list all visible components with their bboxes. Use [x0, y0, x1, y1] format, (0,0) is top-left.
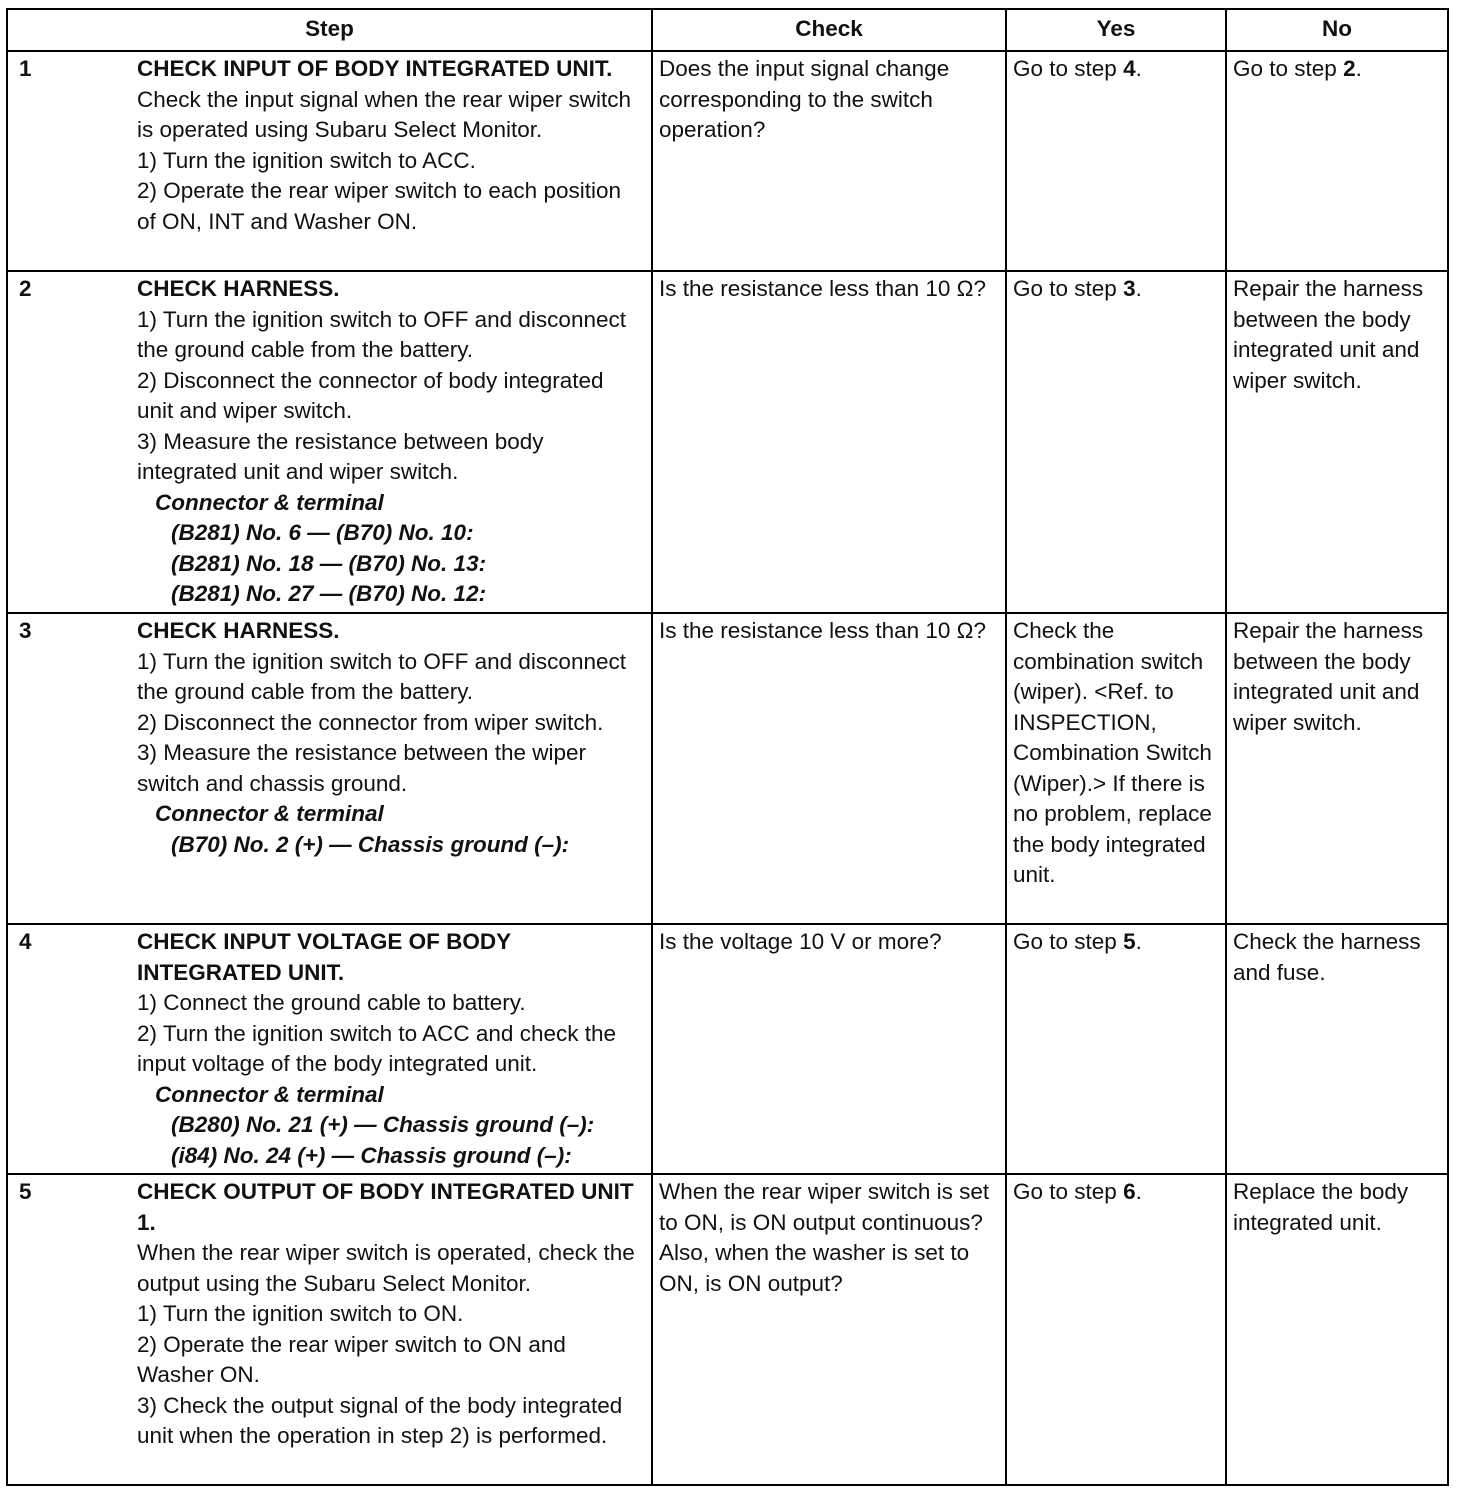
yes-cell: Check the combination switch (wiper). <Ref. to INSPECTION, Combination Switch (Wiper).> If there is no problem, replace the body integrated unit.	[1006, 613, 1226, 924]
no-cell: Replace the body integrated unit.	[1226, 1174, 1448, 1485]
check-cell: Is the voltage 10 V or more?	[652, 924, 1006, 1174]
step-item: 2) Operate the rear wiper switch to ON and Washer ON.	[137, 1331, 566, 1387]
step-item: 1) Turn the ignition switch to OFF and disconnect the ground cable from the battery.	[137, 648, 626, 704]
table-row	[7, 271, 1448, 613]
check-cell: When the rear wiper switch is set to ON, is ON output continuous? Also, when the washer is set to ON, is ON output?	[652, 1174, 1006, 1485]
no-cell	[1226, 51, 1448, 271]
no-cell: Check the harness and fuse.	[1226, 924, 1448, 1174]
yes-suffix: .	[1135, 276, 1142, 301]
no-prefix: Go to step	[1233, 56, 1344, 81]
step-number: 5	[19, 1179, 32, 1204]
yes-suffix: .	[1135, 929, 1142, 954]
header-step: Step	[7, 9, 652, 51]
check-cell: Is the resistance less than 10 Ω?	[652, 613, 1006, 924]
yes-cell	[1006, 51, 1226, 271]
step-item: 3) Measure the resistance between body integrated unit and wiper switch.	[137, 428, 544, 484]
step-item: 1) Turn the ignition switch to ON.	[137, 1301, 464, 1326]
connector-label: Connector & terminal	[155, 801, 384, 826]
step-item: 2) Turn the ignition switch to ACC and check the input voltage of the body integrated unit.	[137, 1020, 617, 1076]
step-number: 3	[19, 618, 32, 643]
yes-step-number: 4	[1123, 56, 1136, 81]
connector-label: Connector & terminal	[155, 489, 384, 515]
table-row	[7, 924, 1448, 1174]
yes-step-number: 6	[1123, 1179, 1136, 1204]
step-item: 3) Check the output signal of the body integrated unit when the operation in step 2) is performed.	[137, 1392, 623, 1448]
connector-label: Connector & terminal	[155, 1081, 384, 1107]
step-number: 1	[19, 56, 32, 81]
yes-suffix: .	[1135, 1179, 1142, 1204]
step-item: 3) Measure the resistance between the wiper switch and chassis ground.	[137, 740, 586, 796]
connector-terminal: (B70) No. 2 (+) — Chassis ground (–):	[171, 831, 570, 857]
no-step-number: 2	[1343, 56, 1356, 81]
step-cell	[7, 51, 652, 271]
table-row	[7, 51, 1448, 271]
yes-prefix: Go to step	[1013, 56, 1124, 81]
step-title: CHECK HARNESS.	[137, 618, 340, 643]
step-item: 2) Disconnect the connector of body integrated unit and wiper switch.	[137, 367, 604, 423]
connector-terminal: (B281) No. 27 — (B70) No. 12:	[171, 581, 487, 606]
connector-terminal: (i84) No. 24 (+) — Chassis ground (–):	[171, 1142, 572, 1168]
step-number: 2	[19, 276, 32, 301]
header-no: No	[1226, 9, 1448, 51]
step-title: CHECK INPUT VOLTAGE OF BODY INTEGRATED UNIT.	[137, 929, 511, 985]
step-number: 4	[19, 929, 32, 954]
step-item: 1) Connect the ground cable to battery.	[137, 990, 526, 1015]
step-cell	[7, 1174, 659, 1485]
yes-cell	[1006, 924, 1226, 1174]
yes-prefix: Go to step	[1013, 276, 1124, 301]
table-row	[7, 613, 1448, 924]
yes-cell	[1006, 1174, 1226, 1485]
step-cell	[7, 613, 652, 924]
step-cell	[7, 271, 652, 613]
step-intro: Check the input signal when the rear wiper switch is operated using Subaru Select Monitor.	[137, 86, 632, 142]
no-suffix: .	[1355, 56, 1362, 81]
connector-terminal: (B281) No. 6 — (B70) No. 10:	[171, 520, 474, 545]
yes-cell	[1006, 271, 1226, 613]
check-cell: Does the input signal change corresponding to the switch operation?	[652, 51, 1006, 271]
header-check: Check	[652, 9, 1006, 51]
yes-prefix: Go to step	[1013, 929, 1124, 954]
connector-terminal: (B281) No. 18 — (B70) No. 13:	[171, 550, 487, 576]
check-cell: Is the resistance less than 10 Ω?	[652, 271, 1006, 613]
header-yes: Yes	[1006, 9, 1226, 51]
step-item: 2) Disconnect the connector from wiper switch.	[137, 709, 604, 735]
step-intro: When the rear wiper switch is operated, check the output using the Subaru Select Monitor.	[137, 1240, 635, 1296]
yes-step-number: 5	[1123, 929, 1136, 954]
step-title: CHECK HARNESS.	[137, 276, 340, 301]
step-cell	[7, 924, 652, 1174]
yes-suffix: .	[1135, 56, 1142, 81]
step-item: 2) Operate the rear wiper switch to each position of ON, INT and Washer ON.	[137, 178, 621, 234]
connector-terminal: (B280) No. 21 (+) — Chassis ground (–):	[171, 1112, 595, 1137]
no-cell: Repair the harness between the body integrated unit and wiper switch.	[1226, 613, 1448, 924]
yes-step-number: 3	[1123, 276, 1136, 301]
header-row	[7, 9, 1448, 51]
table-row	[7, 1174, 1448, 1485]
step-title: CHECK INPUT OF BODY INTEGRATED UNIT.	[137, 56, 613, 81]
troubleshooting-table	[6, 8, 1449, 1486]
step-item: 1) Turn the ignition switch to OFF and disconnect the ground cable from the battery.	[137, 306, 626, 362]
yes-prefix: Go to step	[1013, 1179, 1124, 1204]
no-cell: Repair the harness between the body integrated unit and wiper switch.	[1226, 271, 1448, 613]
step-title: CHECK OUTPUT OF BODY INTEGRATED UNIT 1.	[137, 1179, 659, 1235]
step-item: 1) Turn the ignition switch to ACC.	[137, 147, 476, 173]
